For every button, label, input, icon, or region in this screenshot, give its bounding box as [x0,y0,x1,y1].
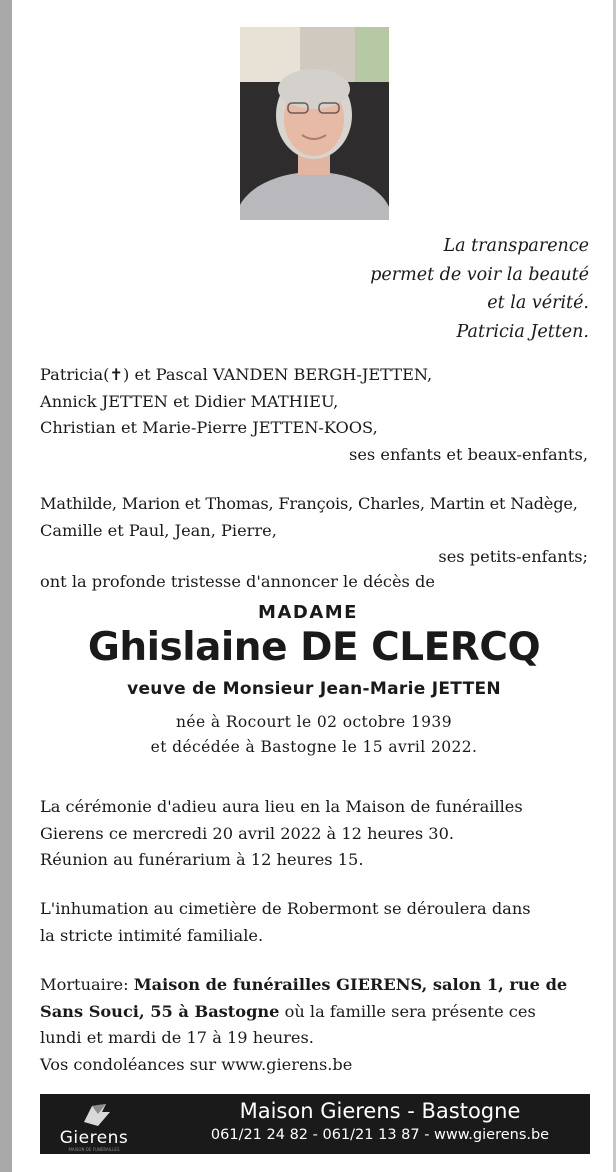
mortuary-line [40,999,588,1026]
quote-line: et la vérité. [487,293,589,313]
left-border-bar [0,0,12,1172]
children-list [40,362,588,468]
mortuary-line: lundi et mardi de 17 à 19 heures. [40,1028,314,1047]
ceremony-line: Gierens ce mercredi 20 avril 2022 à 12 heures 30. [40,823,455,843]
funeral-home-title: Maison Gierens - Bastogne [239,1099,521,1123]
child-1-name: Patricia [40,365,104,384]
deceased-name: Ghislaine DE CLERCQ [87,625,541,670]
quote-line: La transparence [443,236,589,256]
funeral-home-contact: 061/21 24 82 - 061/21 13 87 - www.gierens.be [210,1127,550,1143]
grandchildren-line: Camille et Paul, Jean, Pierre, [40,520,277,540]
grandchildren-line: Mathilde, Marion et Thomas, François, Charles, Martin et Nadège, [40,494,578,513]
logo-subtext: MAISON DE FUNÉRAILLES [68,1147,120,1152]
funeral-home-banner [40,1094,590,1154]
logo-mark-icon [54,1100,134,1130]
burial-info [40,896,588,949]
birth-death-dates [0,710,616,760]
ceremony-line: Réunion au funérarium à 12 heures 15. [40,850,364,869]
child-3: Christian et Marie-Pierre JETTEN-KOOS, [40,418,378,437]
death-line: et décédée à Bastogne le 15 avril 2022. [150,738,478,756]
condolences-line: Vos condoléances sur www.gierens.be [40,1054,353,1074]
grandchildren-relation: ses petits-enfants; [438,547,588,566]
children-relation: ses enfants et beaux-enfants, [349,444,588,464]
child-2: Annick JETTEN et Didier MATHIEU, [40,391,339,411]
quote-block [370,232,589,346]
burial-line: la stricte intimité familiale. [40,925,264,945]
ceremony-info [40,794,588,874]
ceremony-line: La cérémonie d'adieu aura lieu en la Maison de funérailles [40,797,523,816]
birth-line: née à Rocourt le 02 octobre 1939 [176,713,452,731]
mortuary-place: Maison de funérailles GIERENS, salon 1, rue de [133,975,568,994]
mortuary-label: Mortuaire: [40,975,134,994]
child-1: Patricia(✝) et Pascal VANDEN BERGH-JETTEN, [40,365,433,384]
announcement: ont la profonde tristesse d'annoncer le décès de [40,572,435,591]
widow-of: veuve de Monsieur Jean-Marie JETTEN [127,679,501,699]
child-1-rest: et Pascal VANDEN BERGH-JETTEN, [134,365,433,384]
burial-line: L'inhumation au cimetière de Robermont se déroulera dans [40,899,531,918]
gierens-logo [54,1100,134,1150]
mortuary-info [40,972,588,1078]
mortuary-line [40,972,588,999]
quote-line: permet de voir la beauté [370,264,589,285]
logo-text: Gierens [59,1128,129,1148]
deceased-title: MADAME [258,602,358,623]
mortuary-visit: où la famille sera présente ces [279,1001,536,1021]
grandchildren-list [40,491,588,571]
cross-icon: ✝ [109,365,124,384]
portrait-photo [240,27,389,220]
mortuary-place: Sans Souci, 55 à Bastogne [40,1001,280,1021]
quote-author: Patricia Jetten. [456,321,589,342]
